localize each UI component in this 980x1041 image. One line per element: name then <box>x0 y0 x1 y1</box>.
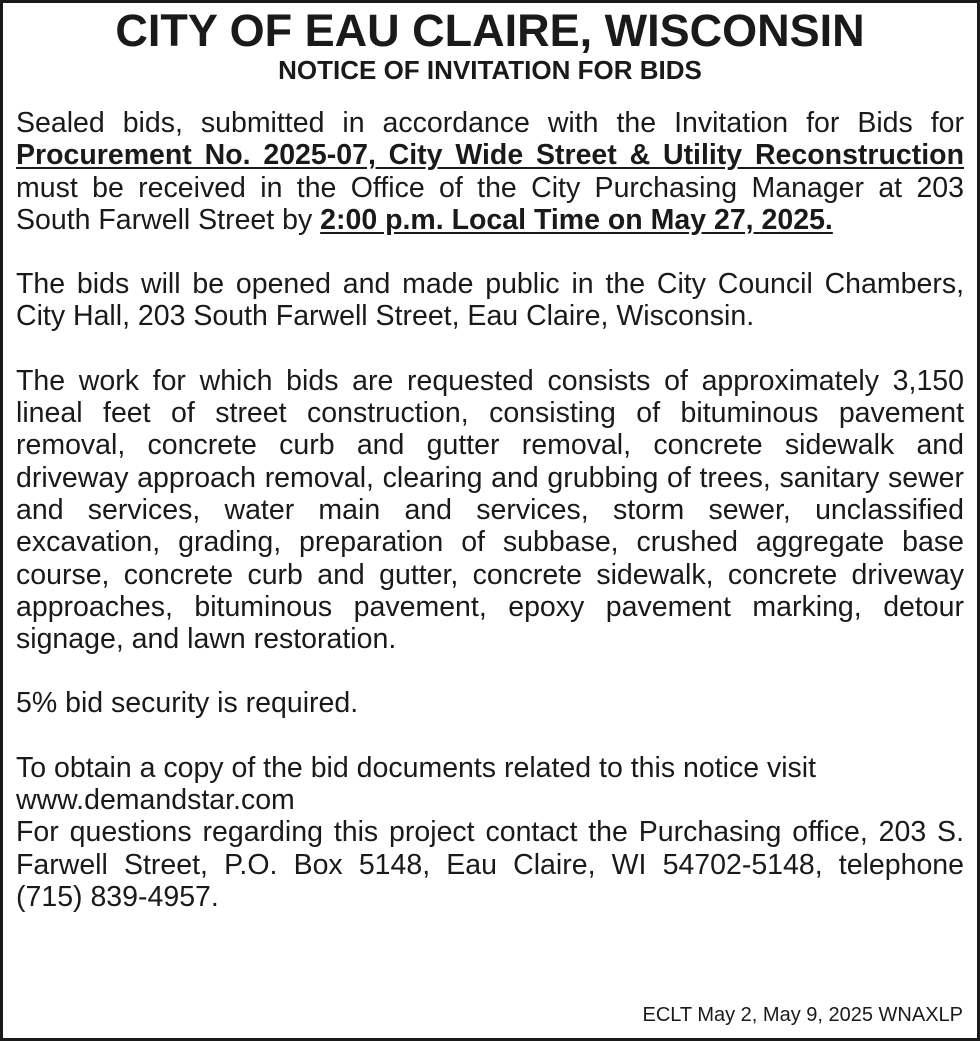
paragraph-security: 5% bid security is required. <box>16 687 359 720</box>
documents-text: To obtain a copy of the bid documents related to this notice visit <box>16 751 817 784</box>
paragraph-documents <box>16 752 964 817</box>
paragraph-opening: The bids will be opened and made public in the City Council Chambers, City Hall, 203 South Farwell Street, Eau Claire, Wisconsin. <box>16 268 964 333</box>
bid-deadline: 2:00 p.m. Local Time on May 27, 2025. <box>320 203 833 236</box>
documents-url[interactable]: www.demandstar.com <box>16 784 295 817</box>
notice-title: CITY OF EAU CLAIRE, WISCONSIN <box>115 5 865 56</box>
submission-middle: must be received in the Office of the City Purchasing Manager at 203 South Farwell Street by <box>16 171 964 236</box>
notice-subtitle: NOTICE OF INVITATION FOR BIDS <box>278 55 702 85</box>
procurement-reference: Procurement No. 2025-07, City Wide Street & Utility Reconstruction <box>16 139 964 172</box>
paragraph-contact: For questions regarding this project contact the Purchasing office, 203 S. Farwell Street, P.O. Box 5148, Eau Claire, WI 54702-5148, telephone (715) 839-4957. <box>16 816 964 913</box>
publication-footer: ECLT May 2, May 9, 2025 WNAXLP <box>642 1004 963 1026</box>
paragraph-submission <box>16 107 964 236</box>
submission-lead: Sealed bids, submitted in accordance with the Invitation for Bids for <box>16 107 964 139</box>
paragraph-scope: The work for which bids are requested consists of approximately 3,150 lineal feet of street construction, consisting of bituminous pavement removal, concrete curb and gutter removal, concrete sidewalk and driveway approach removal, clearing and grubbing of trees, sanitary sewer and services, water main and services, storm sewer, unclassified excavation, grading, preparation of subbase, crushed aggregate base course, concrete curb and gutter, concrete sidewalk, concrete driveway approaches, bituminous pavement, epoxy pavement marking, detour signage, and lawn restoration. <box>16 364 964 656</box>
